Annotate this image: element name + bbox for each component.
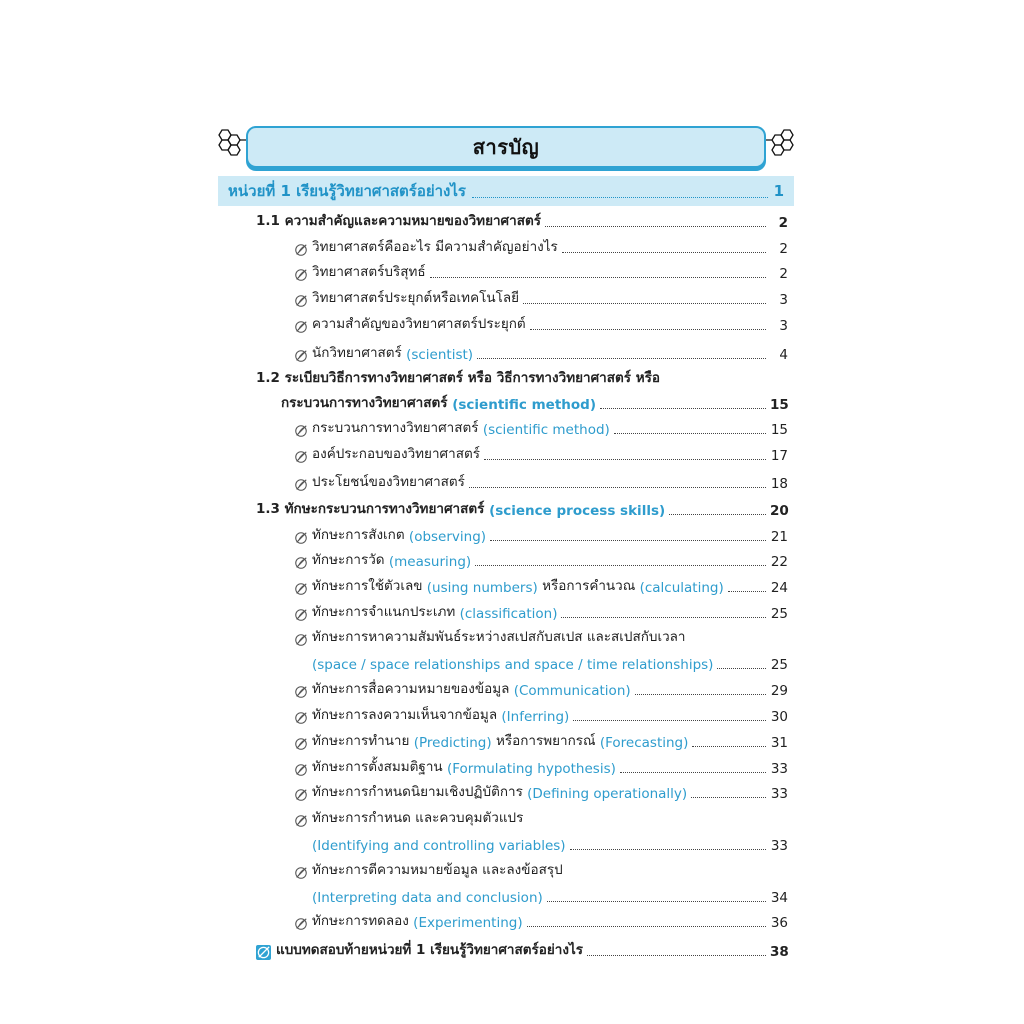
page-number: 33 [770, 838, 788, 854]
item-title: วิทยาศาสตร์คืออะไร มีความสำคัญอย่างไร [312, 239, 558, 255]
item-title: ทักษะการสื่อความหมายของข้อมูล [312, 681, 510, 697]
dot-leader [530, 329, 766, 330]
leaf-icon [294, 737, 308, 751]
leaf-icon [294, 320, 308, 334]
item-title-en: (calculating) [639, 580, 724, 596]
leaf-icon [294, 763, 308, 777]
section-title: 1.3 ทักษะกระบวนการทางวิทยาศาสตร์ [256, 501, 485, 517]
item-title-en: (Predicting) [413, 735, 492, 751]
toc-item[interactable] [294, 314, 788, 334]
item-title-en: (Identifying and controlling variables) [312, 838, 566, 854]
item-title: ทักษะการหาความสัมพันธ์ระหว่างสเปสกับสเปส และสเปสกับเวลา [312, 629, 686, 645]
hexagon-icon [214, 128, 246, 162]
item-title: ทักษะการกำหนด และควบคุมตัวแปร [312, 810, 524, 826]
dot-leader [570, 849, 766, 850]
page-number: 3 [779, 292, 788, 308]
toc-header [214, 124, 798, 170]
dot-leader [669, 514, 766, 515]
toc-item[interactable] [294, 911, 788, 931]
leaf-icon [294, 450, 308, 464]
item-title-en: (scientist) [406, 347, 474, 363]
dot-leader [469, 487, 766, 488]
item-title: หรือการพยากรณ์ [495, 733, 596, 749]
dot-leader [728, 591, 766, 592]
dot-leader [545, 226, 766, 227]
toc-section-continued[interactable] [281, 393, 788, 413]
leaf-icon [294, 917, 308, 931]
page-number: 20 [770, 503, 789, 519]
leaf-icon [294, 788, 308, 802]
unit-title: หน่วยที่ 1 เรียนรู้วิทยาศาสตร์อย่างไร [228, 182, 466, 200]
page-number: 33 [770, 761, 788, 777]
item-title-en: (Communication) [513, 683, 631, 699]
toc-quiz[interactable] [256, 940, 788, 960]
section-title-cont: กระบวนการทางวิทยาศาสตร์ [281, 395, 448, 411]
section-title-en: (science process skills) [489, 503, 666, 519]
leaf-icon [294, 349, 308, 363]
dot-leader [561, 617, 766, 618]
page-number: 15 [770, 397, 789, 413]
dot-leader [600, 408, 766, 409]
toc-item[interactable] [294, 705, 788, 725]
dot-leader [490, 540, 766, 541]
item-title: หรือการคำนวณ [542, 578, 636, 594]
dot-leader [620, 772, 766, 773]
page-number: 15 [770, 422, 788, 438]
page-number: 25 [770, 657, 788, 673]
item-title: ประโยชน์ของวิทยาศาสตร์ [312, 474, 465, 490]
section-title: 1.2 ระเบียบวิธีการทางวิทยาศาสตร์ หรือ วิธีการทางวิทยาศาสตร์ หรือ [256, 370, 660, 386]
item-title-en: (Interpreting data and conclusion) [312, 890, 543, 906]
item-title: วิทยาศาสตร์ประยุกต์หรือเทคโนโลยี [312, 290, 520, 306]
section-title: 1.1 ความสำคัญและความหมายของวิทยาศาสตร์ [256, 213, 541, 229]
dot-leader [472, 185, 768, 198]
item-title: ทักษะการวัด [312, 552, 385, 568]
dot-leader [527, 926, 766, 927]
toc-item[interactable] [294, 343, 788, 363]
leaf-icon [294, 685, 308, 699]
toc-item[interactable] [294, 525, 788, 545]
dot-leader [614, 433, 766, 434]
leaf-icon [294, 424, 308, 438]
toc-item[interactable] [294, 808, 788, 828]
item-title: ทักษะการทดลอง [312, 913, 409, 929]
item-title: ทักษะการใช้ตัวเลข [312, 578, 423, 594]
item-title-en: (Defining operationally) [527, 786, 688, 802]
toc-item[interactable] [294, 262, 788, 282]
page-number: 18 [770, 476, 788, 492]
dot-leader [587, 955, 766, 956]
page-number: 17 [770, 448, 788, 464]
item-title: ทักษะการตั้งสมมติฐาน [312, 759, 443, 775]
toc-item[interactable] [294, 444, 788, 464]
item-title-en: (Inferring) [501, 709, 570, 725]
page-number: 3 [779, 318, 788, 334]
leaf-icon [294, 268, 308, 282]
item-title-en: (space / space relationships and space / time relationships) [312, 657, 714, 673]
toc-item[interactable] [294, 288, 788, 308]
toc-item[interactable] [294, 576, 788, 596]
toc-item[interactable] [294, 757, 788, 777]
toc-item[interactable] [294, 602, 788, 622]
item-title: กระบวนการทางวิทยาศาสตร์ [312, 420, 479, 436]
leaf-icon [294, 243, 308, 257]
toc-item[interactable] [294, 237, 788, 257]
item-title-en: (using numbers) [426, 580, 538, 596]
item-title-en: (measuring) [388, 554, 472, 570]
page-number: 1 [773, 182, 784, 200]
leaf-icon [294, 633, 308, 647]
item-title-en: (Experimenting) [413, 915, 523, 931]
leaf-icon [294, 531, 308, 545]
toc-section[interactable] [256, 368, 788, 388]
dot-leader [523, 303, 766, 304]
dot-leader [475, 565, 766, 566]
leaf-icon [294, 866, 308, 880]
item-title: ความสำคัญของวิทยาศาสตร์ประยุกต์ [312, 316, 526, 332]
item-title: ทักษะการสังเกต [312, 527, 405, 543]
toc-item[interactable] [294, 679, 788, 699]
page-number: 38 [770, 944, 789, 960]
toc-item[interactable] [294, 472, 788, 492]
item-title: ทักษะการจำแนกประเภท [312, 604, 456, 620]
toc-unit-row[interactable] [218, 176, 794, 206]
toc-item[interactable] [294, 860, 788, 880]
leaf-icon [294, 814, 308, 828]
page-number: 30 [770, 709, 788, 725]
page-number: 31 [770, 735, 788, 751]
toc-item[interactable] [294, 731, 788, 751]
leaf-icon [294, 711, 308, 725]
dot-leader [430, 277, 766, 278]
item-title-en: (scientific method) [482, 422, 610, 438]
page-number: 21 [770, 529, 788, 545]
page-number: 36 [770, 915, 788, 931]
item-title: องค์ประกอบของวิทยาศาสตร์ [312, 446, 480, 462]
toc-item[interactable] [294, 627, 788, 647]
item-title-en: (classification) [459, 606, 558, 622]
item-title-en: (Formulating hypothesis) [446, 761, 616, 777]
dot-leader [717, 668, 766, 669]
item-title-en: (observing) [408, 529, 487, 545]
page-title: สารบัญ [472, 135, 540, 159]
item-title: ทักษะการกำหนดนิยามเชิงปฏิบัติการ [312, 784, 523, 800]
hexagon-icon [766, 128, 798, 162]
toc-item-continued[interactable] [312, 834, 788, 854]
toc-item-continued[interactable] [312, 653, 788, 673]
toc-title-box [246, 126, 766, 168]
item-title: นักวิทยาศาสตร์ [312, 345, 402, 361]
page-number: 25 [770, 606, 788, 622]
dot-leader [547, 901, 766, 902]
toc-item-continued[interactable] [312, 886, 788, 906]
leaf-icon [294, 608, 308, 622]
toc-section[interactable] [256, 211, 788, 231]
dot-leader [635, 694, 766, 695]
page-number: 29 [770, 683, 788, 699]
page-number: 33 [770, 786, 788, 802]
page-number: 2 [778, 215, 788, 231]
dot-leader [562, 252, 766, 253]
page-number: 22 [770, 554, 788, 570]
dot-leader [477, 358, 766, 359]
item-title: ทักษะการทำนาย [312, 733, 410, 749]
item-title-en: (Forecasting) [599, 735, 689, 751]
item-title: วิทยาศาสตร์บริสุทธ์ [312, 264, 426, 280]
section-title-en: (scientific method) [452, 397, 597, 413]
dot-leader [573, 720, 766, 721]
page-number: 2 [779, 241, 788, 257]
dot-leader [691, 797, 766, 798]
dot-leader [692, 746, 766, 747]
toc-section[interactable] [256, 499, 788, 519]
page-number: 4 [779, 347, 788, 363]
quiz-title: แบบทดสอบท้ายหน่วยที่ 1 เรียนรู้วิทยาศาสตร์อย่างไร [276, 942, 583, 958]
leaf-icon [256, 945, 271, 960]
page-number: 34 [770, 890, 788, 906]
dot-leader [484, 459, 766, 460]
leaf-icon [294, 478, 308, 492]
item-title: ทักษะการลงความเห็นจากข้อมูล [312, 707, 498, 723]
page-number: 2 [779, 266, 788, 282]
leaf-icon [294, 556, 308, 570]
toc-item[interactable] [294, 550, 788, 570]
page-number: 24 [770, 580, 788, 596]
item-title: ทักษะการตีความหมายข้อมูล และลงข้อสรุป [312, 862, 563, 878]
leaf-icon [294, 582, 308, 596]
toc-item[interactable] [294, 782, 788, 802]
toc-item[interactable] [294, 418, 788, 438]
leaf-icon [294, 294, 308, 308]
